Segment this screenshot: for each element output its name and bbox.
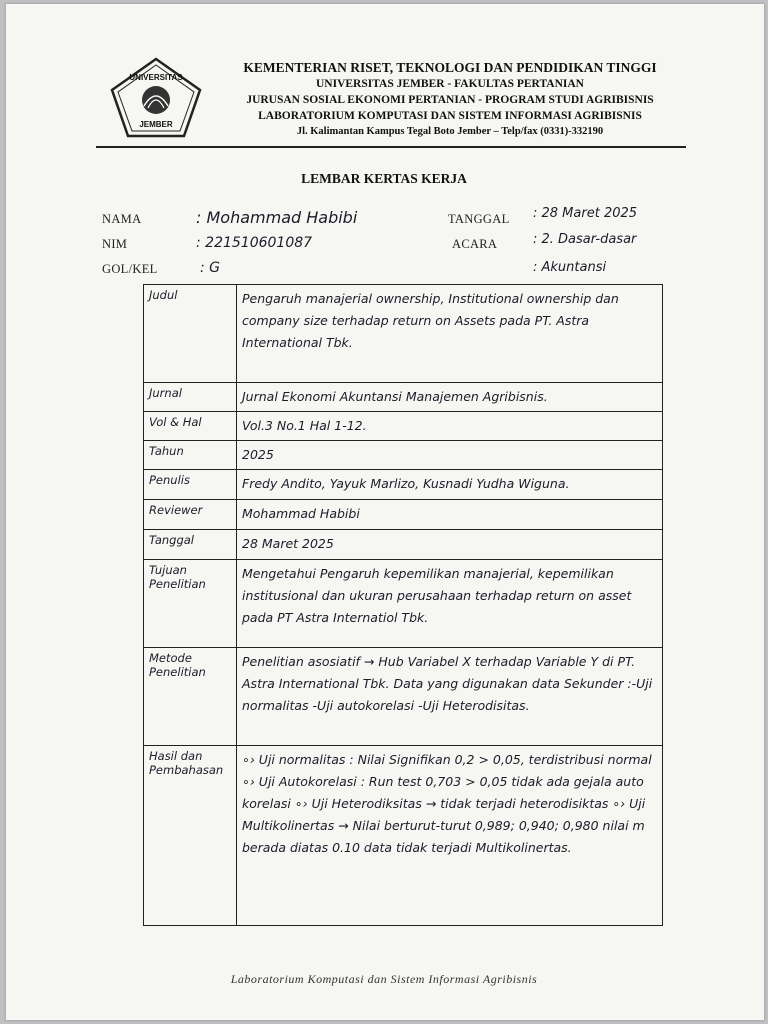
nama-value: : Mohammad Habibi <box>196 208 358 227</box>
table-row <box>144 530 663 560</box>
row-value-hasil: ∘› Uji normalitas : Nilai Signifikan 0,2 > 0,05, terdistribusi normal ∘› Uji Autokorelasi : Run test 0,703 > 0,05 tidak ada gejala auto korelasi ∘› Uji Heterodiksitas → tidak terjadi heterodisiktas ∘› Uji Multikolinertas → Nilai berturut-turut 0,989; 0,940; 0,980 nilai m berada diatas 0.10 data tidak terjadi Multikolinertas. <box>237 746 663 926</box>
letterhead-department: JURUSAN SOSIAL EKONOMI PERTANIAN - PROGRAM STUDI AGRIBISNIS <box>246 94 654 106</box>
nim-value: : 221510601087 <box>196 235 313 251</box>
acara-value: : 2. Dasar-dasar <box>533 232 637 247</box>
row-value-judul: Pengaruh manajerial ownership, Institutional ownership dan company size terhadap return on Assets pada PT. Astra International Tbk. <box>237 285 663 383</box>
letterhead-address: Jl. Kalimantan Kampus Tegal Boto Jember – Telp/fax (0331)-332190 <box>296 126 604 137</box>
letterhead-university: UNIVERSITAS JEMBER - FAKULTAS PERTANIAN <box>316 78 584 90</box>
tanggal-label: TANGGAL <box>448 212 510 226</box>
table-row <box>144 560 663 648</box>
table-row <box>144 412 663 441</box>
gol-value: : G <box>200 260 221 276</box>
table-row <box>144 648 663 746</box>
row-key-judul: Judul <box>144 285 237 383</box>
row-value-reviewer: Mohammad Habibi <box>237 500 663 530</box>
row-key-hasil: Hasil dan Pembahasan <box>144 746 237 926</box>
row-key-tujuan: Tujuan Penelitian <box>144 560 237 648</box>
letterhead <box>210 60 690 140</box>
row-value-jurnal: Jurnal Ekonomi Akuntansi Manajemen Agribisnis. <box>237 383 663 412</box>
row-value-tanggal: 28 Maret 2025 <box>237 530 663 560</box>
row-value-vol-hal: Vol.3 No.1 Hal 1-12. <box>237 412 663 441</box>
letterhead-ministry: KEMENTERIAN RISET, TEKNOLOGI DAN PENDIDIKAN TINGGI <box>243 60 657 75</box>
logo-text-top: UNIVERSITAS <box>129 73 183 82</box>
row-key-tahun: Tahun <box>144 441 237 470</box>
row-value-tahun: 2025 <box>237 441 663 470</box>
row-value-penulis: Fredy Andito, Yayuk Marlizo, Kusnadi Yudha Wiguna. <box>237 470 663 500</box>
row-key-metode: Metode Penelitian <box>144 648 237 746</box>
row-key-penulis: Penulis <box>144 470 237 500</box>
table-row <box>144 383 663 412</box>
row-key-tanggal: Tanggal <box>144 530 237 560</box>
acara-label: ACARA <box>452 237 498 251</box>
row-value-metode: Penelitian asosiatif → Hub Variabel X terhadap Variable Y di PT. Astra International Tbk. Data yang digunakan data Sekunder :-Uji normalitas -Uji autokorelasi -Uji Heterodisitas. <box>237 648 663 746</box>
acara-value-continued: : Akuntansi <box>533 260 607 275</box>
table-row <box>144 746 663 926</box>
table-row <box>144 441 663 470</box>
page-footer: Laboratorium Komputasi dan Sistem Informasi Agribisnis <box>230 972 538 986</box>
row-key-vol-hal: Vol & Hal <box>144 412 237 441</box>
nim-label: NIM <box>102 237 128 251</box>
tanggal-value: : 28 Maret 2025 <box>533 206 638 221</box>
page-title: LEMBAR KERTAS KERJA <box>301 171 467 186</box>
logo-text-bottom: JEMBER <box>139 120 173 129</box>
nama-label: NAMA <box>102 212 142 226</box>
letterhead-laboratory: LABORATORIUM KOMPUTASI DAN SISTEM INFORMASI AGRIBISNIS <box>258 110 642 122</box>
row-key-jurnal: Jurnal <box>144 383 237 412</box>
letterhead-divider <box>96 146 686 148</box>
row-key-reviewer: Reviewer <box>144 500 237 530</box>
table-row <box>144 470 663 500</box>
worksheet-table <box>143 284 663 926</box>
table-row <box>144 500 663 530</box>
table-row <box>144 285 663 383</box>
gol-label: GOL/KEL <box>102 262 158 276</box>
university-logo <box>108 56 204 140</box>
row-value-tujuan: Mengetahui Pengaruh kepemilikan manajerial, kepemilikan institusional dan ukuran perusahaan terhadap return on asset pada PT Astra Internatiol Tbk. <box>237 560 663 648</box>
